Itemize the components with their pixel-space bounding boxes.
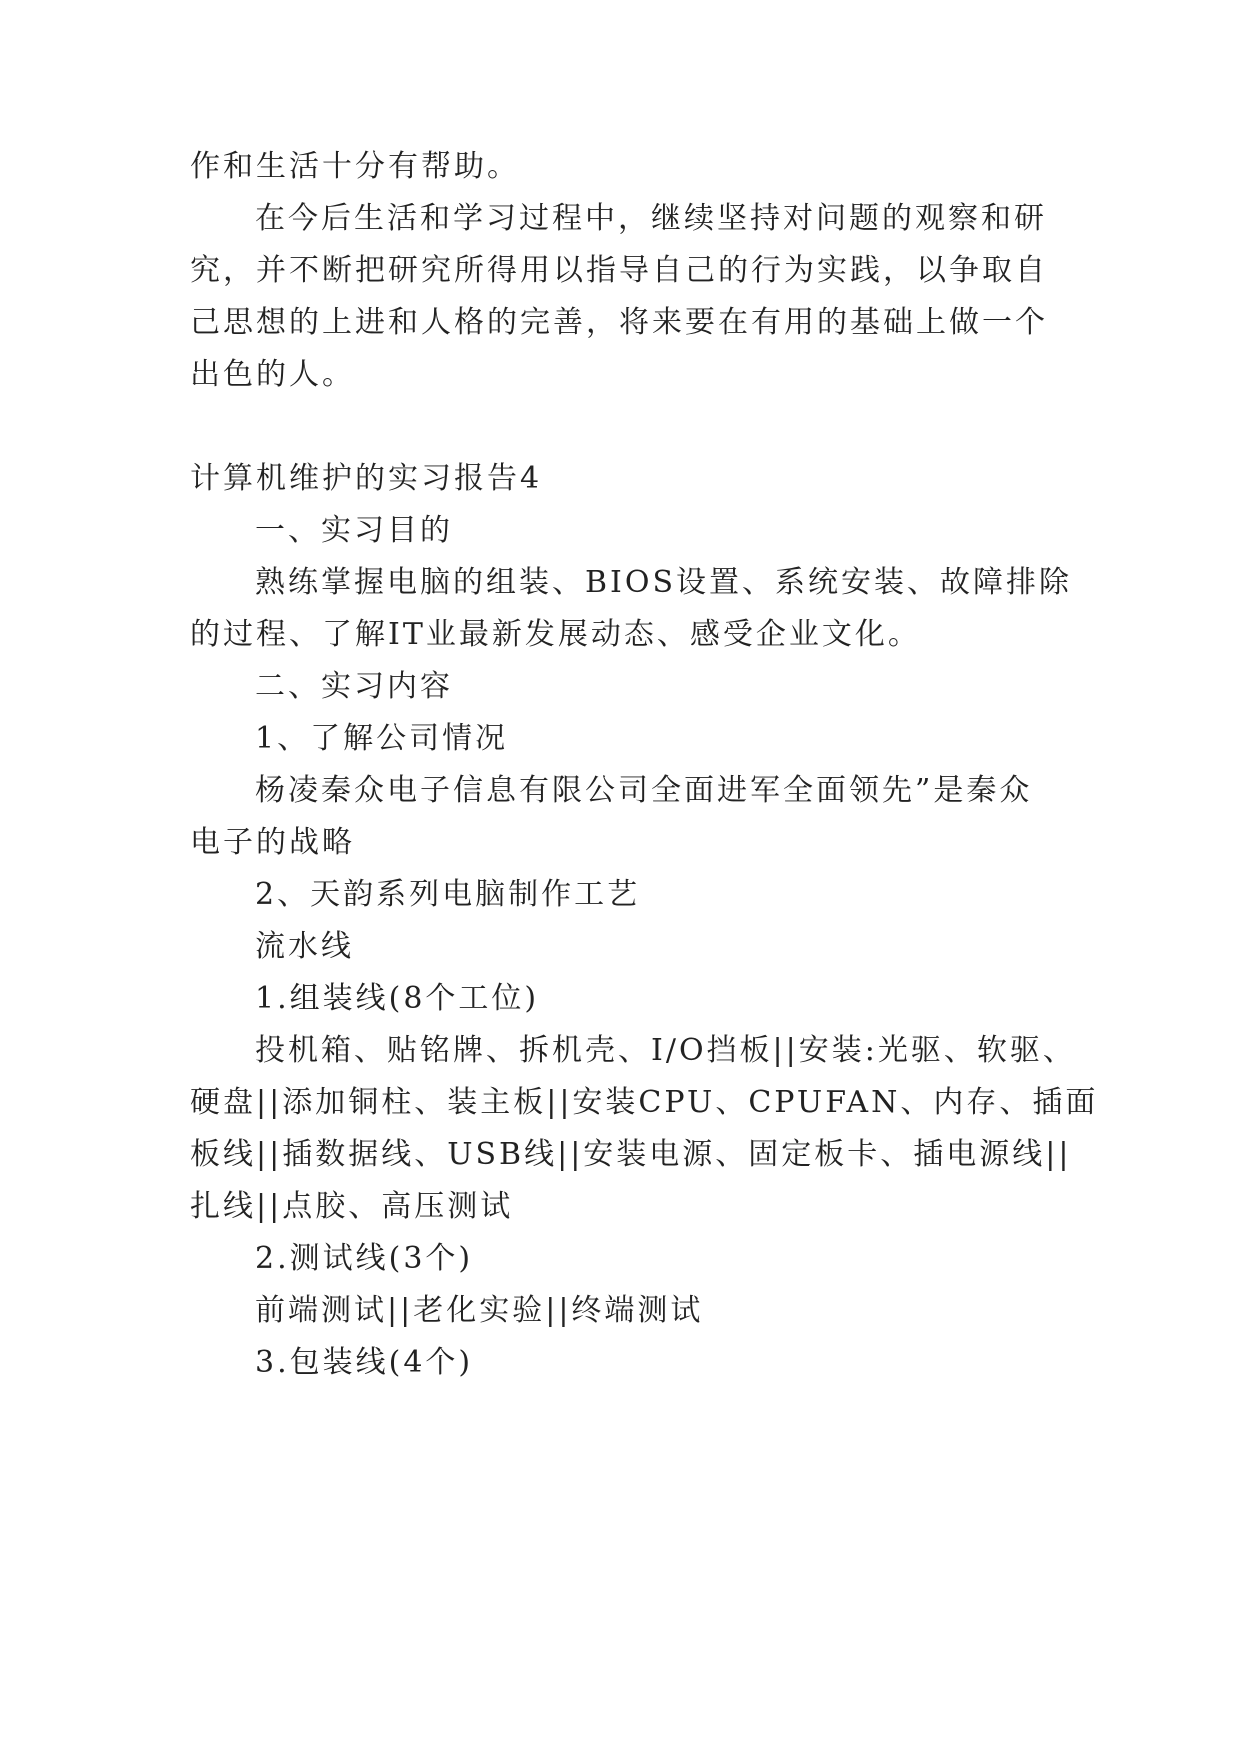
text-line-15: 流水线	[255, 929, 354, 964]
text-line-12: 杨凌秦众电子信息有限公司全面进军全面领先”是秦众	[255, 773, 1033, 808]
text-line-17: 投机箱、贴铭牌、拆机壳、I/O挡板||安装:光驱、软驱、	[255, 1033, 1076, 1068]
text-line-22: 前端测试||老化实验||终端测试	[255, 1293, 704, 1328]
subheading-company: 1、了解公司情况	[255, 721, 509, 756]
text-line-20: 扎线||点胶、高压测试	[190, 1189, 514, 1224]
heading-content: 二、实习内容	[255, 669, 453, 704]
text-line-13: 电子的战略	[190, 825, 355, 860]
subheading-process: 2、天韵系列电脑制作工艺	[255, 877, 641, 912]
text-line-18: 硬盘||添加铜柱、装主板||安装CPU、CPUFAN、内存、插面	[190, 1085, 1099, 1120]
list-item-packaging: 3.包装线(4个)	[255, 1345, 474, 1380]
text-line-8: 熟练掌握电脑的组装、BIOS设置、系统安装、故障排除	[255, 565, 1073, 600]
list-item-assembly: 1.组装线(8个工位)	[255, 981, 540, 1016]
text-line-4: 己思想的上进和人格的完善，将来要在有用的基础上做一个	[190, 305, 1048, 340]
text-line-3: 究，并不断把研究所得用以指导自己的行为实践，以争取自	[190, 253, 1048, 288]
text-line-2: 在今后生活和学习过程中，继续坚持对问题的观察和研	[255, 201, 1047, 236]
text-line-1: 作和生活十分有帮助。	[190, 149, 520, 184]
heading-purpose: 一、实习目的	[255, 513, 453, 548]
text-line-19: 板线||插数据线、USB线||安装电源、固定板卡、插电源线||	[190, 1137, 1072, 1172]
list-item-testing: 2.测试线(3个)	[255, 1241, 474, 1276]
text-line-5: 出色的人。	[190, 357, 355, 392]
section-title: 计算机维护的实习报告4	[190, 461, 543, 496]
text-line-9: 的过程、了解IT业最新发展动态、感受企业文化。	[190, 617, 921, 652]
